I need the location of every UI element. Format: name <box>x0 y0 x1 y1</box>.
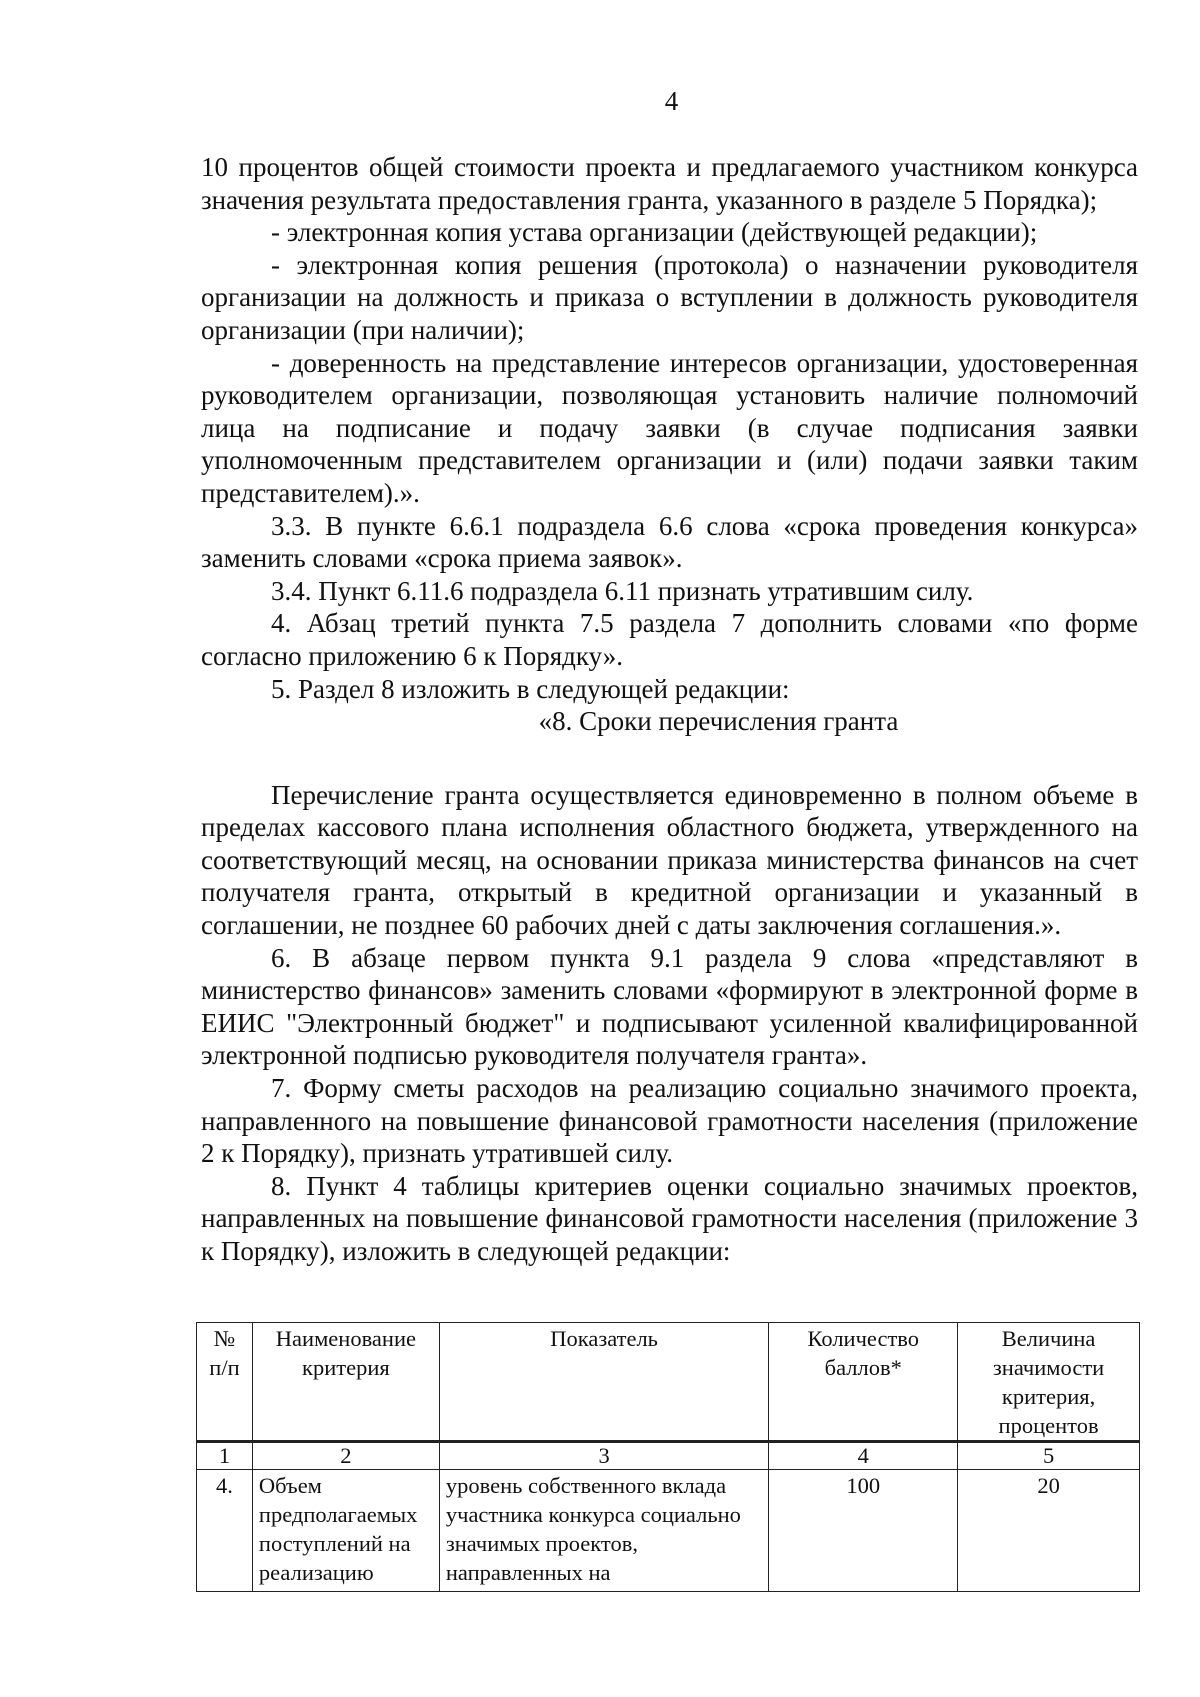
paragraph-7: 7. Форму сметы расходов на реализацию социально значимого проекта, направленного на повышение финансовой грамотности населения (приложение 2 к Порядку), признать утратившей силу. <box>201 1073 1138 1169</box>
header-num: № п/п <box>197 1323 253 1442</box>
paragraph-3-3: 3.3. В пункте 6.6.1 подраздела 6.6 слова «срока проведения конкурса» заменить словами «срока приема заявок». <box>201 510 1138 574</box>
list-item-appointment-copy: - электронная копия решения (протокола) о назначении руководителя организации на должность и приказа о вступлении в должность руководителя организации (при наличии); <box>201 249 1138 345</box>
column-number: 3 <box>439 1442 768 1470</box>
paragraph-3-4: 3.4. Пункт 6.11.6 подраздела 6.11 признать утратившим силу. <box>271 575 974 606</box>
list-item-charter-copy: - электронная копия устава организации (действующей редакции); <box>271 217 1038 248</box>
criteria-table <box>196 1322 1140 1592</box>
header-indicator: Показатель <box>439 1323 768 1442</box>
column-number: 5 <box>958 1442 1140 1470</box>
paragraph-continuation: 10 процентов общей стоимости проекта и предлагаемого участником конкурса значения результата предоставления гранта, указанного в разделе 5 Порядка); <box>201 152 1138 215</box>
paragraph-4: 4. Абзац третий пункта 7.5 раздела 7 дополнить словами «по форме согласно приложению 6 к Порядку». <box>201 608 1138 671</box>
paragraph-6: 6. В абзаце первом пункта 9.1 раздела 9 слова «представляют в министерство финансов» заменить словами «формируют в электронной форме в ЕИИС "Электронный бюджет" и подписывают усиленной квалифицированной электронной подписью руководителя получателя гранта». <box>201 942 1138 1071</box>
section-heading: «8. Сроки перечисления гранта <box>538 706 899 737</box>
row-weight: 20 <box>958 1470 1140 1592</box>
paragraph-grant-transfer: Перечисление гранта осуществляется единовременно в полном объеме в пределах кассового плана исполнения областного бюджета, утвержденного на соответствующий месяц, на основании приказа министерства финансов на счет получателя гранта, открытый в кредитной организации и указанный в соглашении, не позднее 60 рабочих дней с даты заключения соглашения.». <box>201 779 1138 941</box>
header-points: Количество баллов* <box>769 1323 958 1442</box>
row-points: 100 <box>769 1470 958 1592</box>
header-criterion-name: Наименование критерия <box>252 1323 439 1442</box>
row-indicator: уровень собственного вклада участника конкурса социально значимых проектов, направленных на <box>439 1470 768 1592</box>
paragraph-8: 8. Пункт 4 таблицы критериев оценки социально значимых проектов, направленных на повышение финансовой грамотности населения (приложение 3 к Порядку), изложить в следующей редакции: <box>201 1170 1138 1266</box>
paragraph-5: 5. Раздел 8 изложить в следующей редакции: <box>271 673 790 704</box>
page-number: 4 <box>664 86 679 116</box>
row-criterion-name: Объем предполагаемых поступлений на реализацию <box>252 1470 439 1592</box>
column-number: 4 <box>769 1442 958 1470</box>
row-num: 4. <box>197 1470 253 1592</box>
table-row <box>197 1470 1140 1592</box>
column-number-row <box>197 1442 1140 1470</box>
column-number: 1 <box>197 1442 253 1470</box>
header-weight: Величина значимости критерия, процентов <box>958 1323 1140 1442</box>
table-header-row <box>197 1323 1140 1442</box>
list-item-power-of-attorney: - доверенность на представление интересов организации, удостоверенная руководителем организации, позволяющая установить наличие полномочий лица на подписание и подачу заявки (в случае подписания заявки уполномоченным представителем организации и (или) подачи заявки таким представителем).». <box>201 347 1138 508</box>
blank-line <box>201 738 1138 779</box>
document-body <box>201 151 1138 1268</box>
column-number: 2 <box>252 1442 439 1470</box>
